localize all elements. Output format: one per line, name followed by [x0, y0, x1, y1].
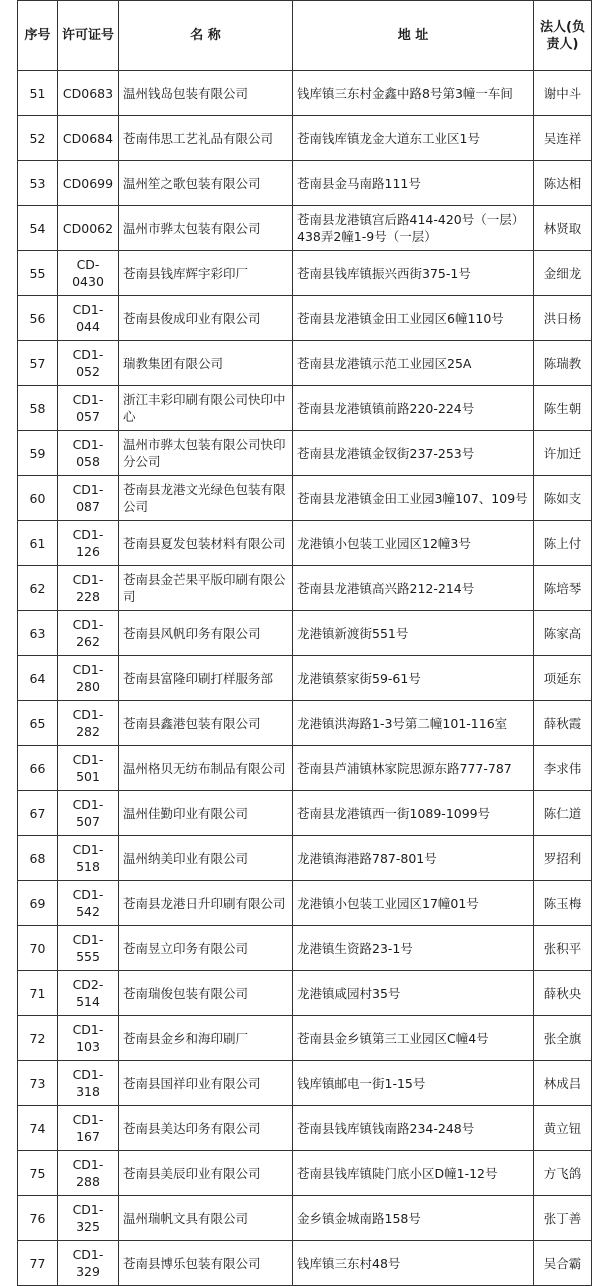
table-row [18, 521, 592, 566]
cell-address: 龙港镇蔡家街59-61号 [293, 656, 534, 701]
cell-legal: 吴合霸 [534, 1241, 592, 1286]
table-row [18, 656, 592, 701]
cell-license: CD1-262 [58, 611, 119, 656]
cell-name: 苍南县风帆印务有限公司 [119, 611, 293, 656]
cell-address: 苍南县钱库镇钱南路234-248号 [293, 1106, 534, 1151]
cell-name: 温州笙之歌包装有限公司 [119, 161, 293, 206]
cell-seq: 63 [18, 611, 58, 656]
cell-license: CD1-518 [58, 836, 119, 881]
table-row [18, 1106, 592, 1151]
cell-name: 浙江丰彩印刷有限公司快印中心 [119, 386, 293, 431]
cell-license: CD0683 [58, 71, 119, 116]
cell-seq: 68 [18, 836, 58, 881]
cell-legal: 陈生朝 [534, 386, 592, 431]
cell-seq: 70 [18, 926, 58, 971]
cell-license: CD1-280 [58, 656, 119, 701]
table-row [18, 386, 592, 431]
table-row [18, 971, 592, 1016]
cell-license: CD1-507 [58, 791, 119, 836]
cell-license: CD0062 [58, 206, 119, 251]
table-header-row [18, 1, 592, 71]
cell-legal: 谢中斗 [534, 71, 592, 116]
cell-address: 苍南县龙港镇示范工业园区25A [293, 341, 534, 386]
cell-address: 钱库镇三东村金鑫中路8号第3幢一车间 [293, 71, 534, 116]
cell-seq: 62 [18, 566, 58, 611]
cell-address: 苍南县钱库镇振兴西街375-1号 [293, 251, 534, 296]
cell-name: 苍南县钱库辉宇彩印厂 [119, 251, 293, 296]
cell-legal: 吴连祥 [534, 116, 592, 161]
table-body [18, 71, 592, 1286]
cell-address: 苍南县芦浦镇林家院思源东路777-787 [293, 746, 534, 791]
cell-license: CD1-103 [58, 1016, 119, 1061]
cell-legal: 许加迁 [534, 431, 592, 476]
cell-address: 龙港镇小包装工业园区17幢01号 [293, 881, 534, 926]
table-row [18, 116, 592, 161]
header-address: 地 址 [293, 1, 534, 71]
cell-legal: 陈家高 [534, 611, 592, 656]
cell-name: 苍南县龙港文光绿色包装有限公司 [119, 476, 293, 521]
cell-legal: 薛秋央 [534, 971, 592, 1016]
cell-seq: 51 [18, 71, 58, 116]
cell-seq: 58 [18, 386, 58, 431]
table-row [18, 476, 592, 521]
table-row [18, 431, 592, 476]
header-name: 名 称 [119, 1, 293, 71]
cell-name: 温州佳勤印业有限公司 [119, 791, 293, 836]
table-row [18, 161, 592, 206]
cell-address: 龙港镇新渡街551号 [293, 611, 534, 656]
table-row [18, 71, 592, 116]
cell-seq: 74 [18, 1106, 58, 1151]
cell-legal: 薛秋霞 [534, 701, 592, 746]
cell-name: 苍南县金芒果平版印刷有限公司 [119, 566, 293, 611]
cell-name: 苍南县博乐包装有限公司 [119, 1241, 293, 1286]
table-row [18, 611, 592, 656]
cell-license: CD1-057 [58, 386, 119, 431]
cell-legal: 洪日杨 [534, 296, 592, 341]
cell-seq: 55 [18, 251, 58, 296]
cell-name: 温州钱岛包装有限公司 [119, 71, 293, 116]
cell-address: 苍南钱库镇龙金大道东工业区1号 [293, 116, 534, 161]
cell-license: CD1-282 [58, 701, 119, 746]
cell-name: 苍南县夏发包装材料有限公司 [119, 521, 293, 566]
cell-address: 苍南县龙港镇金钗街237-253号 [293, 431, 534, 476]
cell-address: 龙港镇生资路23-1号 [293, 926, 534, 971]
cell-seq: 72 [18, 1016, 58, 1061]
table-row [18, 1016, 592, 1061]
cell-license: CD1-288 [58, 1151, 119, 1196]
cell-legal: 陈达相 [534, 161, 592, 206]
table-row [18, 791, 592, 836]
cell-legal: 陈仁道 [534, 791, 592, 836]
table-row [18, 881, 592, 926]
cell-name: 温州市骅太包装有限公司 [119, 206, 293, 251]
cell-address: 龙港镇小包装工业园区12幢3号 [293, 521, 534, 566]
cell-name: 苍南县国祥印业有限公司 [119, 1061, 293, 1106]
cell-license: CD1-329 [58, 1241, 119, 1286]
cell-seq: 71 [18, 971, 58, 1016]
page-margin [0, 0, 17, 1285]
table-row [18, 1061, 592, 1106]
cell-legal: 林成吕 [534, 1061, 592, 1106]
cell-seq: 65 [18, 701, 58, 746]
table-row [18, 296, 592, 341]
table-row [18, 251, 592, 296]
cell-seq: 59 [18, 431, 58, 476]
cell-license: CD1-126 [58, 521, 119, 566]
cell-license: CD1-501 [58, 746, 119, 791]
cell-legal: 罗招利 [534, 836, 592, 881]
cell-address: 龙港镇咸园村35号 [293, 971, 534, 1016]
cell-name: 温州市骅太包装有限公司快印分公司 [119, 431, 293, 476]
table-row [18, 1196, 592, 1241]
cell-license: CD1-542 [58, 881, 119, 926]
cell-legal: 张全旗 [534, 1016, 592, 1061]
cell-license: CD1-325 [58, 1196, 119, 1241]
cell-license: CD0684 [58, 116, 119, 161]
cell-license: CD0699 [58, 161, 119, 206]
cell-license: CD1-228 [58, 566, 119, 611]
cell-seq: 73 [18, 1061, 58, 1106]
cell-name: 苍南县金乡和海印刷厂 [119, 1016, 293, 1061]
cell-address: 苍南县龙港镇金田工业园3幢107、109号 [293, 476, 534, 521]
cell-legal: 黄立钮 [534, 1106, 592, 1151]
cell-legal: 陈上付 [534, 521, 592, 566]
cell-license: CD1-052 [58, 341, 119, 386]
cell-license: CD2-514 [58, 971, 119, 1016]
header-seq: 序号 [18, 1, 58, 71]
cell-legal: 陈培琴 [534, 566, 592, 611]
cell-legal: 张积平 [534, 926, 592, 971]
cell-name: 苍南县美辰印业有限公司 [119, 1151, 293, 1196]
cell-seq: 67 [18, 791, 58, 836]
cell-legal: 陈玉梅 [534, 881, 592, 926]
cell-address: 龙港镇洪海路1-3号第二幢101-116室 [293, 701, 534, 746]
cell-address: 苍南县龙港镇高兴路212-214号 [293, 566, 534, 611]
table-row [18, 701, 592, 746]
cell-name: 苍南县俊成印业有限公司 [119, 296, 293, 341]
cell-license: CD1-087 [58, 476, 119, 521]
header-legal: 法人(负责人) [534, 1, 592, 71]
cell-address: 苍南县龙港镇西一街1089-1099号 [293, 791, 534, 836]
cell-license: CD1-318 [58, 1061, 119, 1106]
cell-legal: 项延东 [534, 656, 592, 701]
cell-name: 苍南昱立印务有限公司 [119, 926, 293, 971]
table-row [18, 1241, 592, 1286]
cell-address: 龙港镇海港路787-801号 [293, 836, 534, 881]
cell-license: CD1-555 [58, 926, 119, 971]
table-row [18, 926, 592, 971]
table-row [18, 836, 592, 881]
cell-legal: 张丁善 [534, 1196, 592, 1241]
cell-seq: 61 [18, 521, 58, 566]
cell-seq: 64 [18, 656, 58, 701]
cell-seq: 54 [18, 206, 58, 251]
cell-name: 温州格贝无纺布制品有限公司 [119, 746, 293, 791]
cell-seq: 76 [18, 1196, 58, 1241]
cell-name: 苍南瑞俊包装有限公司 [119, 971, 293, 1016]
cell-seq: 53 [18, 161, 58, 206]
table-row [18, 1151, 592, 1196]
cell-seq: 60 [18, 476, 58, 521]
cell-address: 苍南县龙港镇镇前路220-224号 [293, 386, 534, 431]
cell-license: CD1-044 [58, 296, 119, 341]
cell-address: 苍南县龙港镇宫后路414-420号（一层）438弄2幢1-9号（一层） [293, 206, 534, 251]
cell-legal: 陈瑞教 [534, 341, 592, 386]
cell-name: 苍南伟思工艺礼品有限公司 [119, 116, 293, 161]
cell-address: 钱库镇三东村48号 [293, 1241, 534, 1286]
cell-seq: 66 [18, 746, 58, 791]
cell-name: 苍南县鑫港包装有限公司 [119, 701, 293, 746]
cell-name: 温州瑞帆文具有限公司 [119, 1196, 293, 1241]
license-table [17, 0, 592, 1286]
header-license: 许可证号 [58, 1, 119, 71]
cell-address: 钱库镇邮电一街1-15号 [293, 1061, 534, 1106]
cell-legal: 李求伟 [534, 746, 592, 791]
cell-seq: 77 [18, 1241, 58, 1286]
cell-address: 苍南县钱库镇陡门底小区D幢1-12号 [293, 1151, 534, 1196]
cell-seq: 56 [18, 296, 58, 341]
cell-license: CD-0430 [58, 251, 119, 296]
cell-legal: 方飞鸽 [534, 1151, 592, 1196]
cell-address: 苍南县金乡镇第三工业园区C幢4号 [293, 1016, 534, 1061]
cell-address: 金乡镇金城南路158号 [293, 1196, 534, 1241]
cell-address: 苍南县龙港镇金田工业园区6幢110号 [293, 296, 534, 341]
cell-name: 苍南县富隆印刷打样服务部 [119, 656, 293, 701]
cell-name: 苍南县美达印务有限公司 [119, 1106, 293, 1151]
cell-seq: 57 [18, 341, 58, 386]
cell-license: CD1-058 [58, 431, 119, 476]
cell-legal: 陈如支 [534, 476, 592, 521]
table-row [18, 566, 592, 611]
cell-seq: 75 [18, 1151, 58, 1196]
cell-license: CD1-167 [58, 1106, 119, 1151]
table-row [18, 341, 592, 386]
cell-name: 瑞教集团有限公司 [119, 341, 293, 386]
cell-legal: 金细龙 [534, 251, 592, 296]
cell-legal: 林贤取 [534, 206, 592, 251]
table-row [18, 746, 592, 791]
cell-name: 温州纳美印业有限公司 [119, 836, 293, 881]
cell-address: 苍南县金马南路111号 [293, 161, 534, 206]
table-row [18, 206, 592, 251]
cell-seq: 69 [18, 881, 58, 926]
cell-name: 苍南县龙港日升印刷有限公司 [119, 881, 293, 926]
cell-seq: 52 [18, 116, 58, 161]
